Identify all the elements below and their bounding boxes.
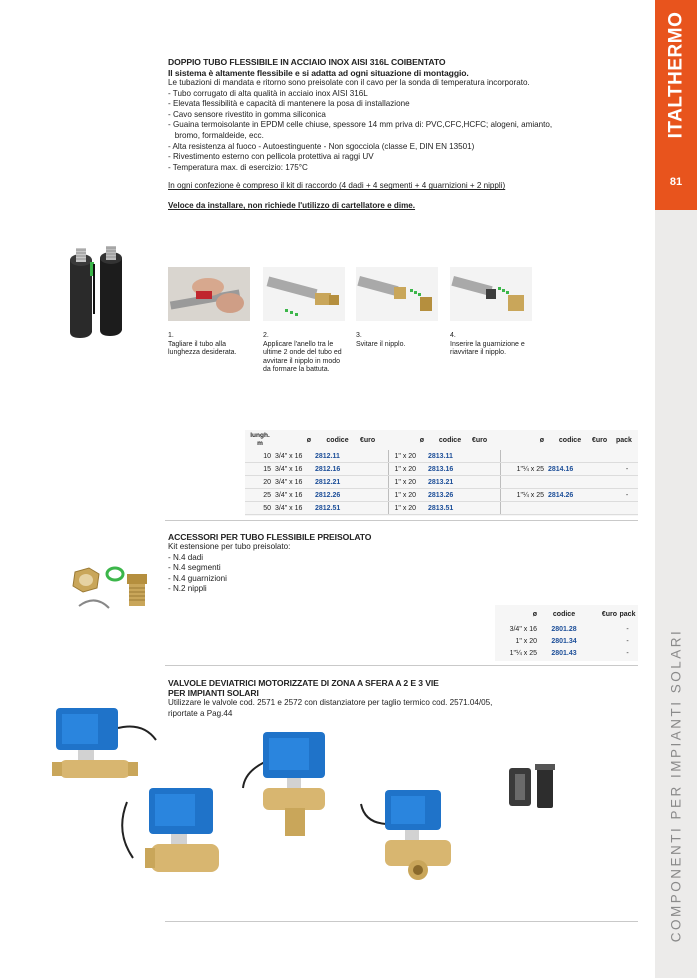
col-code: codice	[326, 436, 349, 444]
kit-line: - N.2 nippli	[168, 584, 207, 594]
col-code: codice	[438, 436, 462, 444]
divider	[165, 921, 638, 922]
valve-image-4	[355, 784, 465, 884]
col-pack: pack	[616, 436, 632, 444]
section3-title-2: PER IMPIANTI SOLARI	[168, 688, 259, 698]
step-4-caption: 4. Inserire la guarnizione e riavvitare il nipplo.	[450, 332, 525, 357]
feature-item: - Temperatura max. di esercizio: 175°C	[168, 162, 308, 172]
section3-title: VALVOLE DEVIATRICI MOTORIZZATE DI ZONA A SFERA A 2 E 3 VIE	[168, 678, 439, 688]
section2-title: ACCESSORI PER TUBO FLESSIBILE PREISOLATO	[168, 532, 372, 542]
step-2-image	[263, 267, 345, 321]
col-diameter: ø	[306, 436, 311, 444]
section1-subtitle: Il sistema è altamente flessibile e si adatta ad ogni situazione di montaggio.	[168, 68, 469, 78]
kit-line: Kit estensione per tubo preisolato:	[168, 542, 291, 551]
table-row: 1" x 20 2801.34 -	[515, 637, 629, 645]
step-1-image	[168, 267, 250, 321]
feature-item: - Elevata flessibilità e capacità di mantenere la posa di installazione	[168, 99, 410, 109]
fittings-kit-image	[65, 560, 160, 620]
table-header-row	[245, 430, 638, 450]
section-side-title: COMPONENTI PER IMPIANTI SOLARI	[668, 628, 684, 942]
table-row: 25 3/4" x 16 2812.26 1" x 20 2813.26 1"¼ x 25 2814.26 -	[245, 489, 638, 502]
section2-text	[168, 532, 468, 595]
feature-item: - Rivestimento esterno con pellicola protettiva ai raggi UV	[168, 152, 374, 162]
step-1-caption: 1. Tagliare il tubo alla lunghezza desiderata.	[168, 332, 237, 357]
col-code: codice	[558, 436, 582, 444]
col-diameter: ø	[419, 436, 424, 444]
table1-container	[245, 430, 638, 516]
section3-note-2: riportate a Pag.44	[168, 708, 233, 718]
fast-install-note: Veloce da installare, non richiede l'utilizzo di cartellatore e dime.	[168, 201, 416, 211]
feature-item: - Tubo corrugato di alta qualità in acciaio inox AISI 316L	[168, 88, 368, 98]
valve-image-3	[235, 728, 335, 840]
valve-image-1	[48, 700, 158, 790]
kit-line: - N.4 dadi	[168, 552, 204, 562]
step-3-image	[356, 267, 438, 321]
feature-item: - Alta resistenza al fuoco - Autoestinguente - Non sgocciola (classe E, DIN EN 13501)	[168, 141, 475, 151]
section3-text	[168, 678, 568, 719]
step-2-caption: 2. Applicare l'anello tra le ultime 2 onde del tubo ed avvitare il nipplo in modo da formare la battuta.	[263, 332, 342, 374]
kit-line: - N.4 guarnizioni	[168, 573, 227, 583]
table-row: 10 3/4" x 16 2812.11 1" x 20 2813.11	[245, 450, 638, 463]
kit-line: - N.4 segmenti	[168, 563, 221, 573]
insulated-pipe-image	[60, 240, 160, 340]
section3-note: Utilizzare le valvole cod. 2571 e 2572 con distanziatore per taglio termico cod. 2571.04/05,	[168, 698, 493, 707]
feature-item: - Cavo sensore rivestito in gomma siliconica	[168, 109, 326, 119]
brand-logo: ITALTHERMO	[665, 11, 686, 139]
divider	[165, 665, 638, 666]
table2-container	[495, 605, 638, 661]
section1-text	[168, 57, 648, 210]
col-price: €uro	[472, 436, 488, 444]
section1-intro: Le tubazioni di mandata e ritorno sono preisolate con il cavo per la sonda di temperatura incorporato.	[168, 78, 530, 87]
divider	[165, 520, 638, 521]
table-header-row: ø codice €uro pack	[532, 610, 636, 618]
price-table-accessories	[495, 605, 638, 659]
table-row: 20 3/4" x 16 2812.21 1" x 20 2813.21	[245, 476, 638, 489]
col-price: €uro	[360, 436, 376, 444]
table-row: 3/4" x 16 2801.28 -	[509, 625, 629, 633]
col-diameter: ø	[539, 436, 544, 444]
table-row: 50 3/4" x 16 2812.51 1" x 20 2813.51	[245, 502, 638, 515]
price-table-pipes	[245, 430, 638, 515]
brand-tab	[655, 0, 697, 210]
page-number: 81	[669, 176, 683, 188]
table-row: 15 3/4" x 16 2812.16 1" x 20 2813.16 1"¼ x 25 2814.16 -	[245, 463, 638, 476]
col-length: lungh. m	[250, 432, 270, 447]
col-price: €uro	[592, 436, 608, 444]
feature-item: - Guaina termoisolante in EPDM celle chiuse, spessore 14 mm priva di: PVC,CFC,HCFC; alogeni, amianto,	[168, 120, 553, 130]
valve-image-2	[115, 782, 225, 882]
spacer-fitting-image	[505, 762, 560, 812]
step-3-caption: 3. Svitare il nipplo.	[356, 332, 406, 348]
section1-title: DOPPIO TUBO FLESSIBILE IN ACCIAIO INOX AISI 316L COIBENTATO	[168, 57, 446, 67]
feature-item: bromo, formaldeide, ecc.	[168, 130, 264, 140]
table-row: 1"¼ x 25 2801.43 -	[509, 649, 629, 657]
step-4-image	[450, 267, 532, 321]
kit-note: In ogni confezione è compreso il kit di raccordo (4 dadi + 4 segmenti + 4 guarnizioni + 2 nippli)	[168, 181, 506, 191]
